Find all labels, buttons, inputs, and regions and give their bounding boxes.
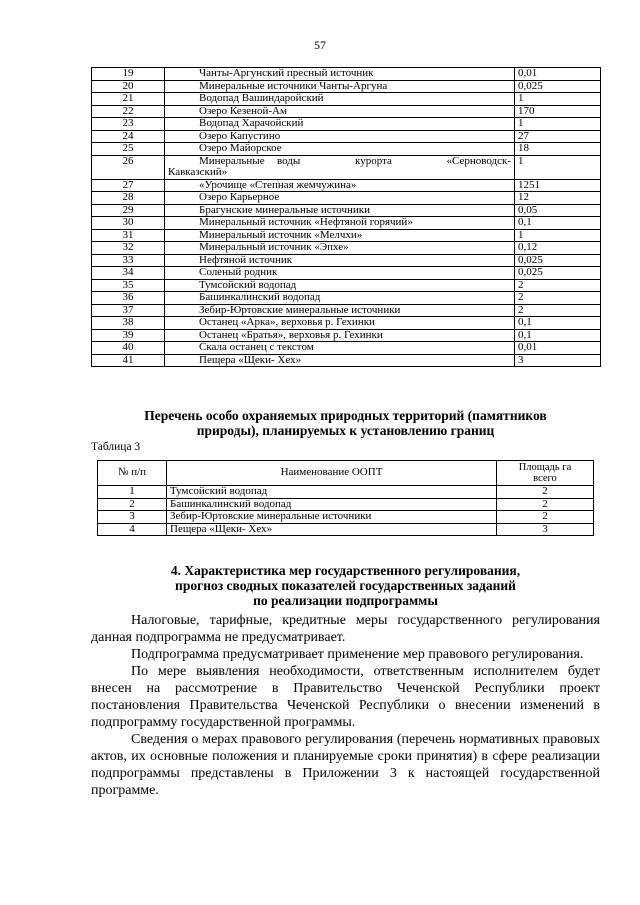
row-number: 31 — [92, 229, 165, 242]
row-name: «Урочище «Степная жемчужина» — [165, 179, 515, 192]
table-row — [92, 204, 601, 217]
row-name: Чанты-Аргунский пресный источник — [165, 68, 515, 81]
row-number: 37 — [92, 304, 165, 317]
row-name: Озеро Кезеной-Ам — [165, 105, 515, 118]
row-value: 18 — [515, 143, 601, 156]
section-title-line: природы), планируемых к установлению границ — [196, 423, 495, 438]
row-value: 1 — [515, 229, 601, 242]
row-value: 0,01 — [515, 68, 601, 81]
row-number: 34 — [92, 267, 165, 280]
row-value: 1 — [515, 118, 601, 131]
table-row — [92, 254, 601, 267]
row-number: 27 — [92, 179, 165, 192]
row-name-word: Минеральные — [199, 154, 265, 167]
header-area-line: Площадь га — [518, 462, 572, 473]
row-number: 41 — [92, 354, 165, 367]
header-num: № п/п — [98, 461, 167, 486]
row-name: Тумсойский водопад — [167, 486, 497, 499]
paragraph-text: Налоговые, тарифные, кредитные меры государственного регулирования данная подпрограмма не предусматривает. — [91, 613, 600, 645]
row-value: 0,05 — [515, 204, 601, 217]
table-row — [92, 329, 601, 342]
section-title-regulation — [91, 563, 600, 608]
table-row — [92, 279, 601, 292]
row-number: 3 — [98, 511, 167, 524]
row-number: 40 — [92, 342, 165, 355]
section-title-line: по реализации подпрограммы — [253, 593, 438, 608]
row-value: 0,1 — [515, 329, 601, 342]
table-row — [92, 342, 601, 355]
row-name: Тумсойский водопад — [165, 279, 515, 292]
table-row — [92, 192, 601, 205]
table-row — [92, 179, 601, 192]
row-name: Башинкалинский водопад — [165, 292, 515, 305]
table-row — [92, 143, 601, 156]
row-number: 1 — [98, 486, 167, 499]
paragraph — [91, 731, 600, 799]
row-number: 4 — [98, 523, 167, 536]
row-name: Нефтяной источник — [165, 254, 515, 267]
table-row — [92, 354, 601, 367]
table-row — [92, 229, 601, 242]
table-row — [92, 130, 601, 143]
row-value: 12 — [515, 192, 601, 205]
row-number: 23 — [92, 118, 165, 131]
row-value: 1 — [515, 93, 601, 106]
row-value: 0,025 — [515, 80, 601, 93]
row-number: 33 — [92, 254, 165, 267]
row-number: 24 — [92, 130, 165, 143]
row-number: 21 — [92, 93, 165, 106]
table-row — [98, 498, 594, 511]
row-number: 30 — [92, 217, 165, 230]
paragraph — [91, 612, 600, 646]
paragraph-text: Сведения о мерах правового регулирования (перечень нормативных правовых актов, их основные положения и планируемые сроки принятия) в сфере реализации подпрограммы представлены в Приложении 3 к настоящей государственной программе. — [91, 732, 600, 798]
table-row — [92, 155, 601, 179]
paragraph — [91, 663, 600, 731]
row-name: Скала останец с текстом — [165, 342, 515, 355]
row-value: 2 — [515, 304, 601, 317]
row-number: 29 — [92, 204, 165, 217]
row-value: 2 — [515, 279, 601, 292]
section-title-protected-areas — [91, 408, 600, 438]
row-value: 0,1 — [515, 217, 601, 230]
row-value: 1 — [515, 155, 601, 179]
row-number: 35 — [92, 279, 165, 292]
table-row — [92, 217, 601, 230]
row-area: 2 — [497, 511, 594, 524]
row-name-word: «Серноводск- — [446, 154, 511, 167]
row-number: 2 — [98, 498, 167, 511]
table-row — [92, 93, 601, 106]
row-name: Минеральные источники Чанты-Аргуна — [165, 80, 515, 93]
row-value: 170 — [515, 105, 601, 118]
row-number: 36 — [92, 292, 165, 305]
row-name: Пещера «Щеки- Хех» — [167, 523, 497, 536]
row-name — [165, 155, 515, 179]
row-value: 0,025 — [515, 254, 601, 267]
row-name: Водопад Харачойский — [165, 118, 515, 131]
header-area-line: всего — [533, 473, 557, 484]
row-name: Брагунские минеральные источники — [165, 204, 515, 217]
row-area: 2 — [497, 486, 594, 499]
row-area: 3 — [497, 523, 594, 536]
paragraph-text: Подпрограмма предусматривает применение мер правового регулирования. — [131, 647, 584, 662]
table-row — [98, 523, 594, 536]
row-name-word: курорта — [355, 154, 392, 167]
section-title-line: Перечень особо охраняемых природных территорий (памятников — [144, 408, 547, 423]
row-name: Минеральный источник «Эпхе» — [165, 242, 515, 255]
monuments-table — [91, 67, 601, 367]
header-area — [497, 461, 594, 486]
row-name: Останец «Братья», верховья р. Гехинки — [165, 329, 515, 342]
monuments-table-body — [92, 68, 601, 367]
header-name: Наименование ООПТ — [167, 461, 497, 486]
table-row — [92, 304, 601, 317]
planned-areas-table-body — [98, 486, 594, 536]
row-name: Соленый родник — [165, 267, 515, 280]
row-name: Озеро Карьерное — [165, 192, 515, 205]
row-number: 22 — [92, 105, 165, 118]
row-name: Минеральный источник «Нефтяной горячий» — [165, 217, 515, 230]
row-value: 1251 — [515, 179, 601, 192]
table-row — [92, 80, 601, 93]
row-name: Озеро Майорское — [165, 143, 515, 156]
row-number: 39 — [92, 329, 165, 342]
row-number: 25 — [92, 143, 165, 156]
row-value: 0,1 — [515, 317, 601, 330]
row-name: Минеральный источник «Мелчхи» — [165, 229, 515, 242]
row-number: 32 — [92, 242, 165, 255]
row-name: Зебир-Юртовские минеральные источники — [165, 304, 515, 317]
row-value: 2 — [515, 292, 601, 305]
table-label: Таблица 3 — [91, 441, 141, 453]
table-header-row — [98, 461, 594, 486]
planned-areas-table — [97, 460, 594, 536]
row-name: Пещера «Щеки- Хех» — [165, 354, 515, 367]
row-name: Зебир-Юртовские минеральные источники — [167, 511, 497, 524]
row-name: Озеро Капустино — [165, 130, 515, 143]
row-number: 28 — [92, 192, 165, 205]
row-name-line: Кавказский» — [168, 166, 228, 178]
row-value: 0,12 — [515, 242, 601, 255]
row-value: 27 — [515, 130, 601, 143]
row-name: Останец «Арка», верховья р. Гехинки — [165, 317, 515, 330]
row-name: Водопад Вашиндаройский — [165, 93, 515, 106]
row-number: 26 — [92, 155, 165, 179]
table-row — [98, 511, 594, 524]
row-value: 0,01 — [515, 342, 601, 355]
table-row — [92, 292, 601, 305]
row-number: 38 — [92, 317, 165, 330]
row-area: 2 — [497, 498, 594, 511]
row-number: 20 — [92, 80, 165, 93]
row-value: 0,025 — [515, 267, 601, 280]
table-row — [98, 486, 594, 499]
table-row — [92, 118, 601, 131]
section-title-line: 4. Характеристика мер государственного регулирования, — [170, 563, 521, 578]
table-row — [92, 267, 601, 280]
row-value: 3 — [515, 354, 601, 367]
table-row — [92, 317, 601, 330]
row-name: Башинкалинский водопад — [167, 498, 497, 511]
paragraph-text: По мере выявления необходимости, ответственным исполнителем будет внесен на рассмотрение в Правительство Чеченской Республики проект постановления Правительства Чеченской Республики о внесении изменений в подпрограмму государственной программы. — [91, 664, 600, 730]
row-number: 19 — [92, 68, 165, 81]
paragraph — [91, 646, 600, 663]
table-row — [92, 68, 601, 81]
table-row — [92, 242, 601, 255]
section-title-line: прогноз сводных показателей государственных заданий — [175, 578, 516, 593]
row-name-word: воды — [277, 154, 301, 167]
table-row — [92, 105, 601, 118]
page-number: 57 — [314, 38, 326, 52]
